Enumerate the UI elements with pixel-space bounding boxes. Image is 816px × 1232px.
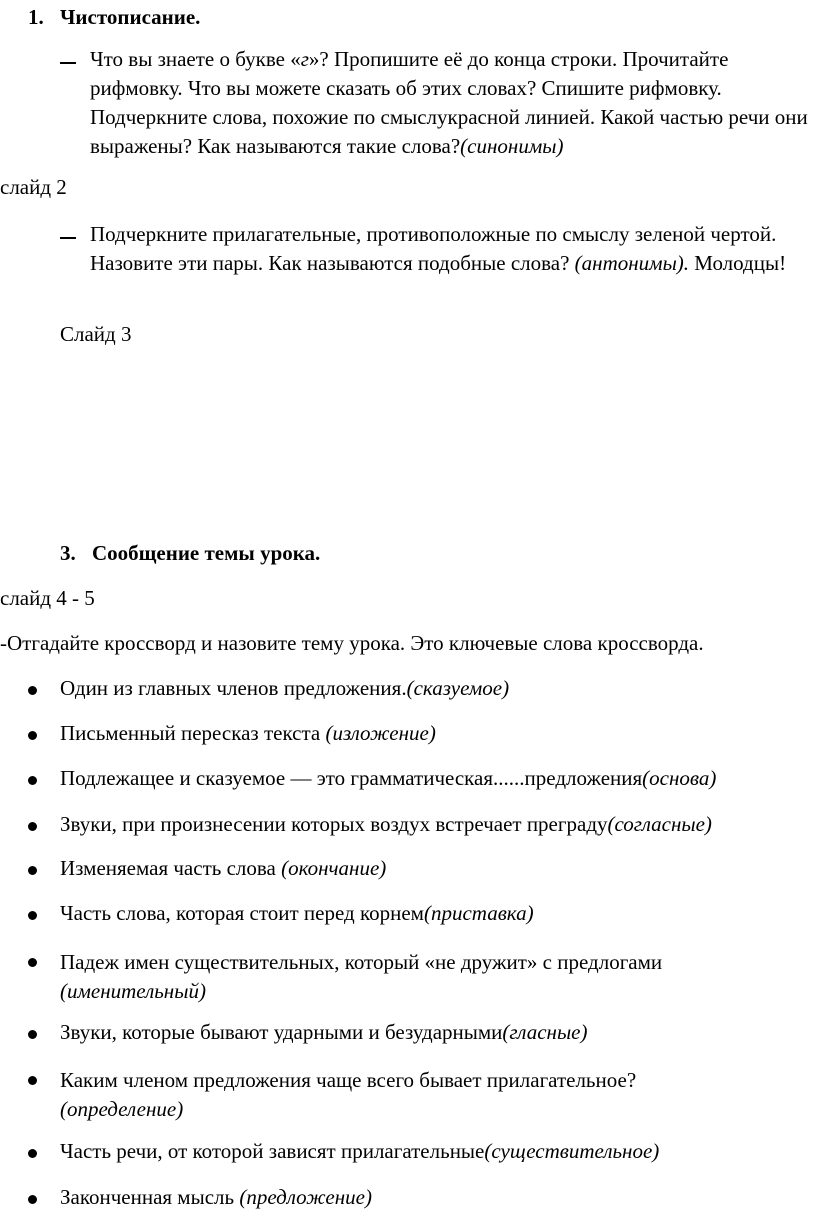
bullet-icon: [28, 731, 37, 740]
slide-2-label: слайд 2: [0, 175, 67, 199]
list-item: Изменяемая часть слова (окончание): [60, 856, 387, 880]
section1-number: 1.: [28, 5, 44, 29]
list-item: Часть слова, которая стоит перед корнем(приставка): [60, 901, 534, 925]
crossword-instruction: -Отгадайте кроссворд и назовите тему урока. Это ключевые слова кроссворда.: [0, 631, 704, 655]
list-item: Часть речи, от которой зависят прилагательные(существительное): [60, 1139, 660, 1163]
bullet-icon: [28, 776, 37, 785]
bullet-icon: [28, 911, 37, 920]
list-item: Падеж имен существительных, который «не дружит» с предлогами (именительный): [60, 950, 663, 1003]
bullet-icon: [28, 1030, 37, 1039]
section3-number: 3.: [60, 541, 76, 565]
section3-title: Сообщение темы урока.: [92, 541, 321, 565]
dash-marker: [60, 62, 76, 64]
slide-4-5-label: слайд 4 - 5: [0, 586, 95, 610]
bullet-icon: [28, 686, 37, 695]
list-item: Каким членом предложения чаще всего бывает прилагательное? (определение): [60, 1068, 637, 1121]
section1-title: Чистописание.: [60, 5, 201, 29]
bullet-icon: [28, 1076, 37, 1085]
list-item: Письменный пересказ текста (изложение): [60, 721, 436, 745]
slide-3-label: Слайд 3: [60, 322, 132, 346]
list-item: Один из главных членов предложения.(сказуемое): [60, 676, 510, 700]
list-item: Звуки, при произнесении которых воздух встречает преграду(согласные): [60, 812, 712, 836]
bullet-icon: [28, 822, 37, 831]
bullet-icon: [28, 1195, 37, 1204]
list-item: Подлежащее и сказуемое — это грамматическая......предложения(основа): [60, 766, 717, 790]
list-item: Законченная мысль (предложение): [60, 1185, 372, 1209]
list-item: Звуки, которые бывают ударными и безударными(гласные): [60, 1020, 588, 1044]
section1-paragraph-1: Что вы знаете о букве «г»? Пропишите её до конца строки. Прочитайте рифмовку. Что вы можете сказать об этих словах? Спишите рифмовку. Подчеркните слова, похожие по смыслукрасной линией. Какой частью речи они выражены? Как называются такие слова?(синонимы): [90, 47, 808, 158]
bullet-icon: [28, 1149, 37, 1158]
dash-marker: [60, 237, 76, 239]
section1-paragraph-2: Подчеркните прилагательные, противоположные по смыслу зеленой чертой. Назовите эти пары. Как называются подобные слова? (антонимы). Молодцы!: [90, 222, 787, 275]
bullet-icon: [28, 958, 37, 967]
bullet-icon: [28, 866, 37, 875]
